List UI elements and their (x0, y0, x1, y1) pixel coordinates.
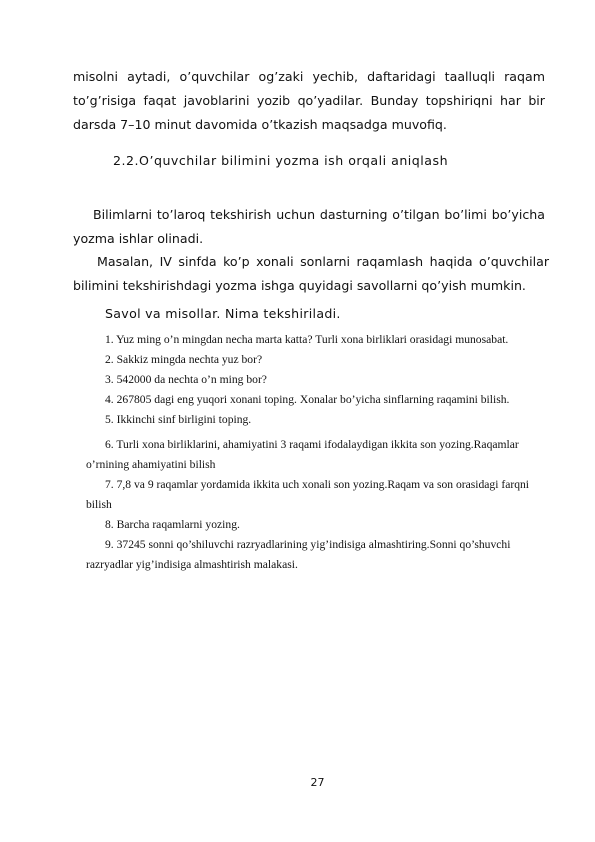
intro-paragraph: misolni aytadi, o’quvchilar og’zaki yechib, daftaridagi taalluqli raqam to’g’risiga faqat javoblarini yozib qo’yadilar. Bunday topshiriqni har bir darsda 7–10 minut davomida o’tkazish maqsadga muvofiq. (73, 69, 545, 132)
written-work-paragraph: Bilimlarni to’laroq tekshirish uchun dasturning o’tilgan bo’limi bo’yicha yozma ishlar olinadi. (73, 207, 545, 246)
section-heading: 2.2.O’quvchilar bilimini yozma ish orqali aniqlash (113, 153, 449, 168)
questions-list (86, 330, 556, 575)
question-item: 2. Sakkiz mingda nechta yuz bor? (105, 353, 263, 366)
question-item: 5. Ikkinchi sinf birligini toping. (105, 413, 252, 426)
question-item: 4. 267805 dagi eng yuqori xonani toping. Xonalar bo’yicha sinflarning raqamini bilish. (105, 393, 510, 406)
question-item: 1. Yuz ming o’n mingdan necha marta katta? Turli xona birliklari orasidagi munosabat. (105, 333, 509, 346)
questions-title: Savol va misollar. Nima tekshiriladi. (105, 306, 341, 321)
question-item: 3. 542000 da nechta o’n ming bor? (105, 373, 267, 386)
question-item: 6. Turli xona birliklarini, ahamiyatini 3 raqami ifodalaydigan ikkita son yozing.Raqamlar o’rnining ahamiyatini bilish (86, 438, 519, 471)
question-item: 8. Barcha raqamlarni yozing. (105, 518, 240, 531)
example-paragraph: Masalan, IV sinfda ko’p xonali sonlarni raqamlash haqida o’quvchilar bilimini tekshirishdagi yozma ishga quyidagi savollarni qo’yish mumkin. (73, 254, 549, 293)
question-item: 7. 7,8 va 9 raqamlar yordamida ikkita uch xonali son yozing.Raqam va son orasidagi farqni bilish (86, 478, 530, 511)
page-number: 27 (310, 776, 325, 789)
question-item: 9. 37245 sonni qo’shiluvchi razryadlarining yig’indisiga almashtiring.Sonni qo’shuvchi razryadlar yig’indisiga almashtirish malakasi. (86, 538, 511, 571)
